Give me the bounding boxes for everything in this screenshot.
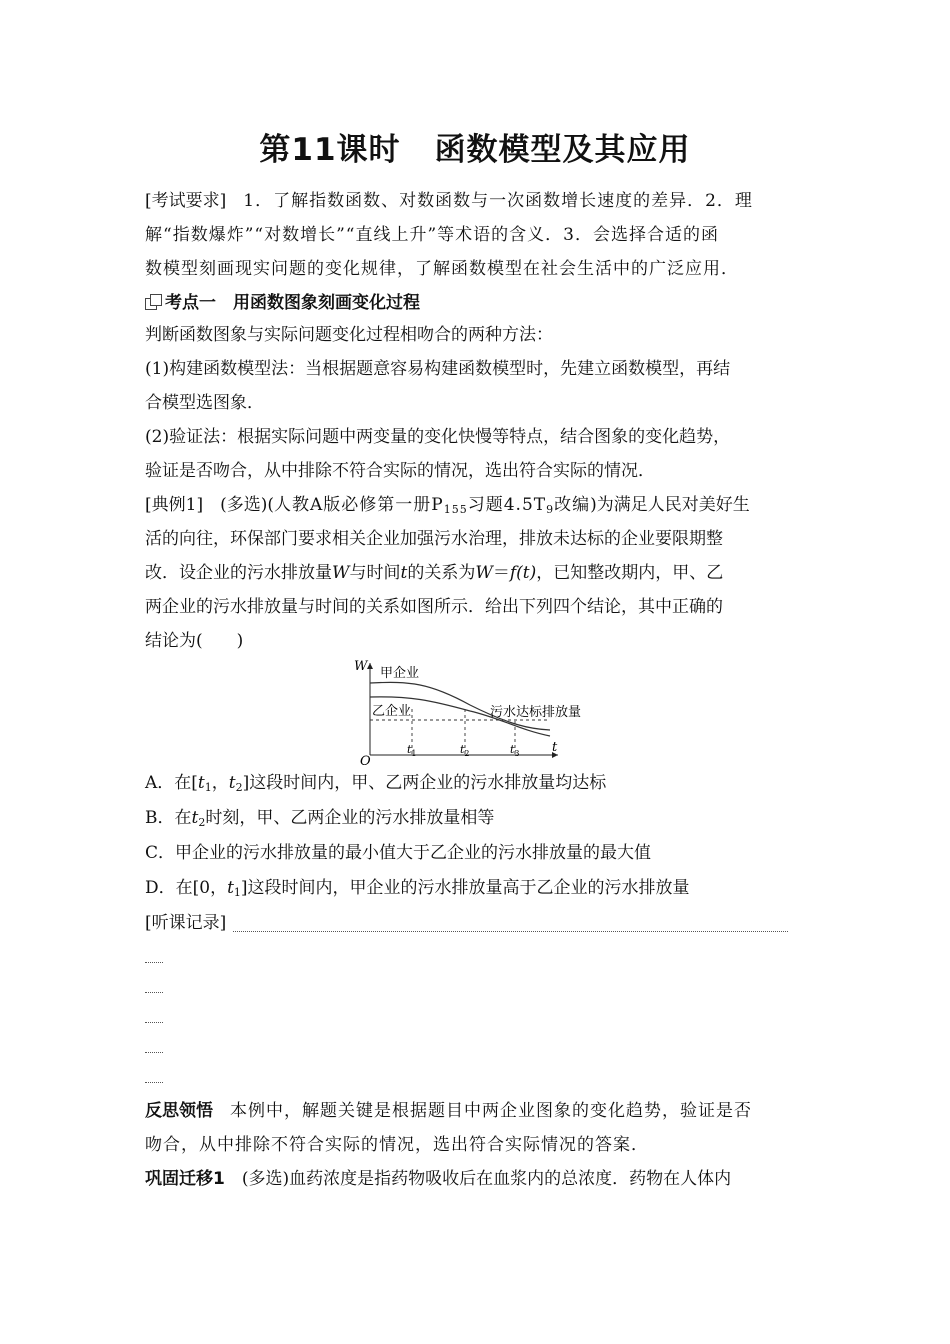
opt-a-t2: t <box>228 773 236 793</box>
opt-a-s2: 2 <box>235 781 243 794</box>
section-label: 考点一 <box>165 293 216 313</box>
formula-eq: ＝ <box>492 563 510 583</box>
method-1-line-1: (1)构建函数模型法：当根据题意容易构建函数模型时，先建立函数模型，再结 <box>145 359 731 379</box>
opt-d-t: t <box>227 878 234 898</box>
source-close: ) <box>590 495 597 515</box>
practice-tag: (多选) <box>241 1169 290 1189</box>
source-mid: 习题4.5T <box>467 495 547 515</box>
opt-a-comma: ， <box>211 773 229 793</box>
page-title <box>145 124 805 169</box>
example-line-2: 活的向往，环保部门要求相关企业加强污水治理，排放未达标的企业要限期整 <box>145 529 723 549</box>
var-w: W <box>332 563 350 583</box>
example-source <box>274 495 590 515</box>
option-b <box>145 801 494 835</box>
reflection-line-1: 本例中，解题关键是根据题目中两企业图象的变化趋势，验证是否 <box>230 1101 752 1121</box>
method-2-line-1: (2)验证法：根据实际问题中两变量的变化快慢等特点，结合图象的变化趋势， <box>145 427 731 447</box>
notes-line-3[interactable] <box>145 992 163 993</box>
methods-intro: 判断函数图象与实际问题变化过程相吻合的两种方法： <box>145 325 553 345</box>
label-yi: 乙企业 <box>372 704 412 719</box>
opt-a-t1: t <box>197 773 205 793</box>
source-sub: 155 <box>443 503 468 516</box>
option-d <box>145 871 690 905</box>
practice-1 <box>145 1162 805 1196</box>
lesson-topic: 函数模型及其应用 <box>434 132 691 168</box>
line3-d: ，已知整改期内，甲、乙 <box>536 563 724 583</box>
section-heading <box>145 288 420 318</box>
reflection-block <box>145 1094 805 1162</box>
line3-b: 与时间 <box>349 563 401 583</box>
t1-sub: 1 <box>411 749 417 758</box>
example-label: [典例1] <box>145 495 204 515</box>
source-open: ( <box>267 495 274 515</box>
example-tag: (多选) <box>220 495 268 515</box>
line3-a: 改．设企业的污水排放量 <box>145 563 332 583</box>
t3-main: t <box>510 743 515 756</box>
option-a <box>145 766 606 800</box>
opt-a-1: A．在[ <box>145 773 198 793</box>
source-text: 人教A版必修第一册P <box>274 495 444 515</box>
methods-block <box>145 318 805 488</box>
example-1 <box>145 488 805 658</box>
opt-d-2: ]这段时间内，甲企业的污水排放量高于乙企业的污水排放量 <box>240 878 690 898</box>
section-icon <box>145 294 161 310</box>
lesson-number: 第11课时 <box>259 132 401 168</box>
requirement-line-2: 解“指数爆炸”“对数增长”“直线上升”等术语的含义．3．会选择合适的函 <box>145 225 719 245</box>
requirement-line-1: 1．了解指数函数、对数函数与一次函数增长速度的差异．2．理 <box>243 191 753 211</box>
t1-main: t <box>407 743 412 756</box>
var-t: t <box>400 563 408 583</box>
requirement-label: [考试要求] <box>145 191 227 211</box>
opt-b-1: B．在 <box>145 808 192 828</box>
emission-graph <box>350 655 610 765</box>
requirement-line-3: 数模型刻画现实问题的变化规律，了解函数模型在社会生活中的广泛应用． <box>145 259 739 279</box>
opt-b-2: 时刻，甲、乙两企业的污水排放量相等 <box>205 808 495 828</box>
axis-label-w: W <box>354 659 368 674</box>
notes-line-2[interactable] <box>145 962 163 963</box>
notes-line-6[interactable] <box>145 1082 163 1083</box>
t2-main: t <box>460 743 465 756</box>
notes-label: [听课记录] <box>145 913 227 933</box>
origin-label: O <box>360 754 371 765</box>
method-1-line-2: 合模型选图象． <box>145 393 264 413</box>
source-sub-2: 9 <box>546 503 555 516</box>
example-line-4: 两企业的污水排放量与时间的关系如图所示．给出下列四个结论，其中正确的 <box>145 597 723 617</box>
opt-b-s: 2 <box>198 816 206 829</box>
method-2-line-2: 验证是否吻合，从中排除不符合实际的情况，选出符合实际的情况． <box>145 461 655 481</box>
y-axis-arrow <box>367 663 373 669</box>
t2-sub: 2 <box>464 749 470 758</box>
example-line-5: 结论为( ) <box>145 631 244 651</box>
notes-line-1[interactable] <box>233 931 788 932</box>
opt-a-2: ]这段时间内，甲、乙两企业的污水排放量均达标 <box>242 773 607 793</box>
notes-line-4[interactable] <box>145 1022 163 1023</box>
opt-b-t: t <box>191 808 199 828</box>
reflection-line-2: 吻合，从中排除不符合实际的情况，选出符合实际情况的答案． <box>145 1135 649 1155</box>
practice-label: 巩固迁移1 <box>145 1169 225 1189</box>
reflection-label: 反思领悟 <box>145 1101 213 1121</box>
notes-line-5[interactable] <box>145 1052 163 1053</box>
opt-a-s1: 1 <box>204 781 212 794</box>
formula-f: f <box>509 563 517 583</box>
example-line-1-rest: 为满足人民对美好生 <box>596 495 750 515</box>
section-title: 用函数图象刻画变化过程 <box>233 293 420 313</box>
practice-text: 血药浓度是指药物吸收后在血浆内的总浓度．药物在人体内 <box>289 1169 732 1189</box>
line3-c: 的关系为 <box>407 563 476 583</box>
example-line-3 <box>145 556 805 590</box>
formula-w: W <box>475 563 493 583</box>
label-standard: 污水达标排放量 <box>490 705 582 720</box>
opt-d-1: D．在[0， <box>145 878 228 898</box>
label-jia: 甲企业 <box>380 666 420 681</box>
t3-sub: 3 <box>514 749 520 758</box>
exam-requirements <box>145 184 805 286</box>
opt-d-s: 1 <box>233 886 241 899</box>
axis-label-t: t <box>552 740 558 755</box>
option-c: C．甲企业的污水排放量的最小值大于乙企业的污水排放量的最大值 <box>145 843 652 863</box>
formula-arg: (t) <box>516 563 537 583</box>
source-end: 改编 <box>554 495 591 515</box>
